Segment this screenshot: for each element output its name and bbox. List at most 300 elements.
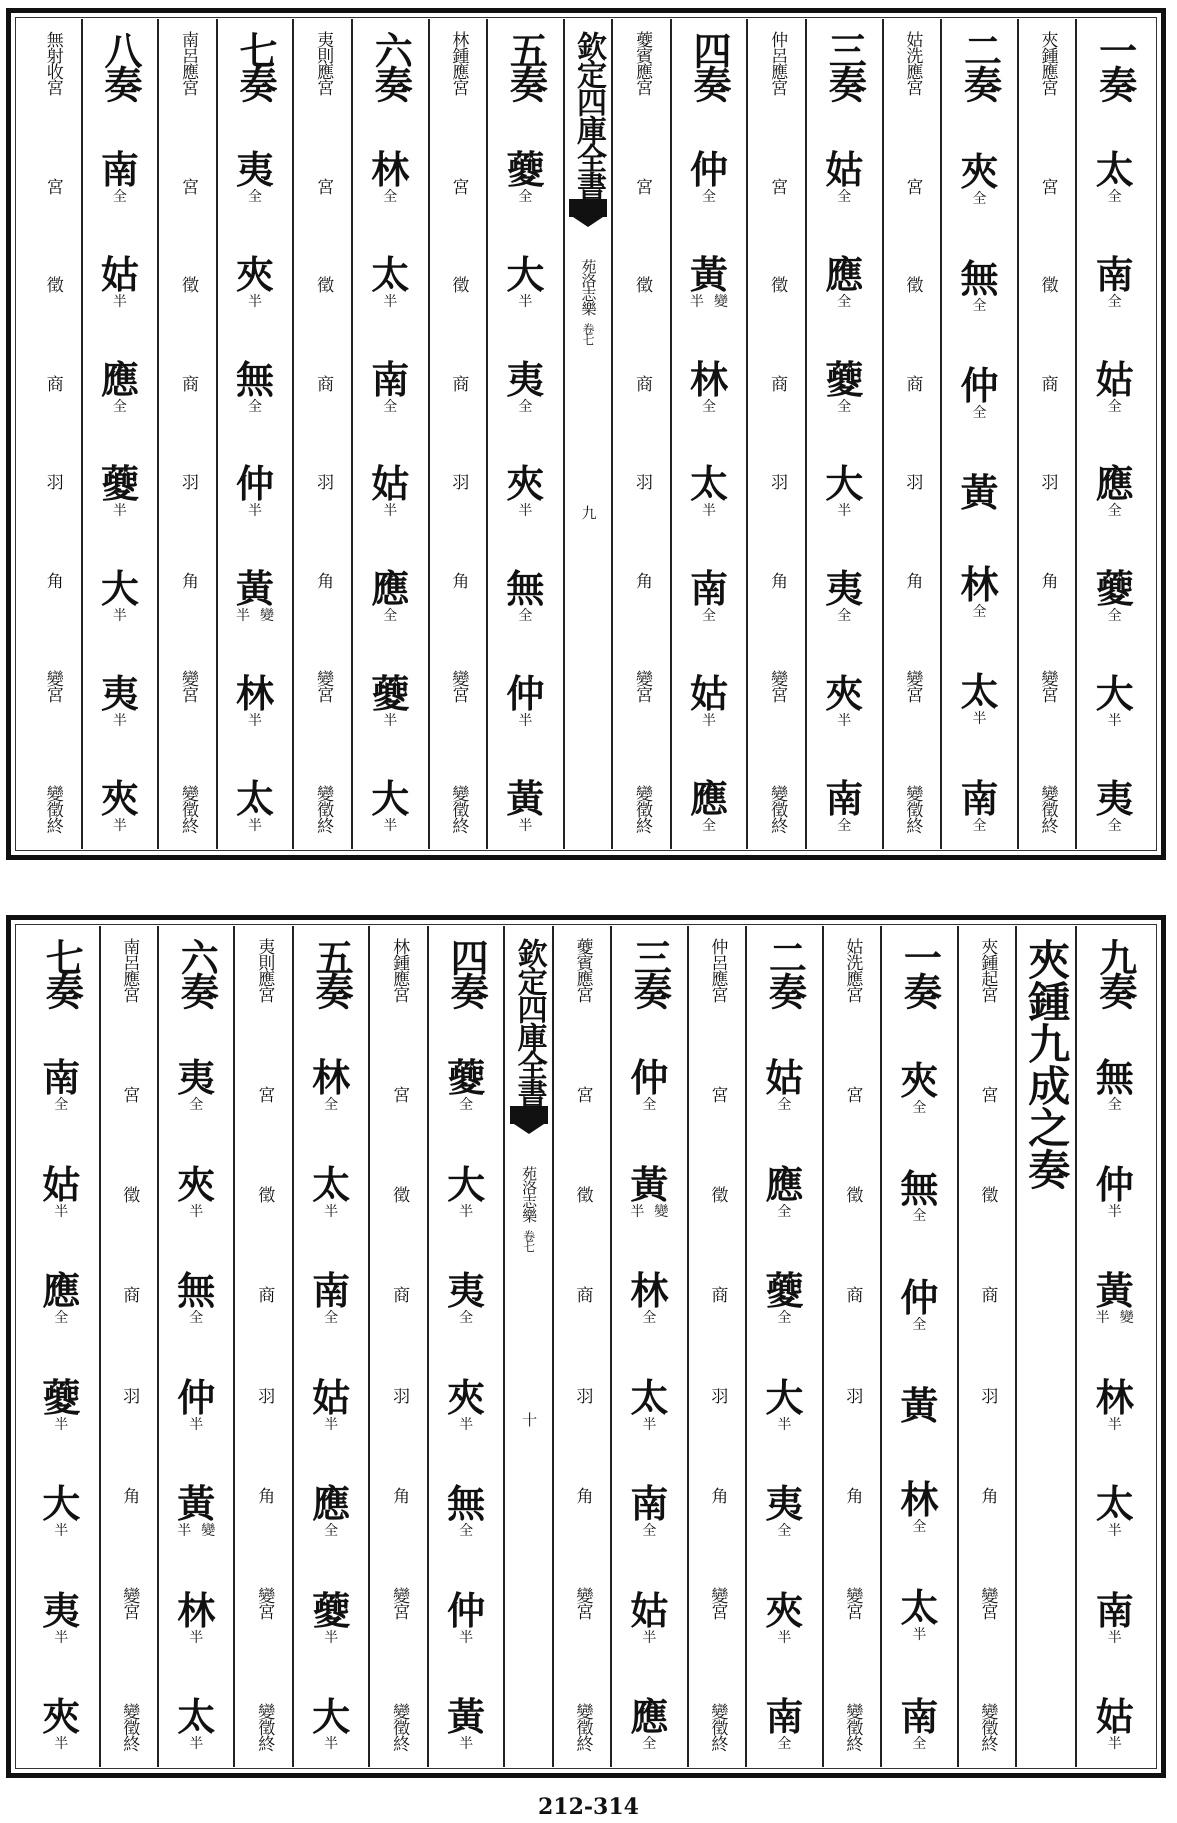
pitch-name: 林 <box>236 671 275 717</box>
pitch-name: 無 <box>177 1268 216 1314</box>
pitch-cell <box>1095 1587 1134 1646</box>
pitch-name: 大 <box>506 251 545 297</box>
pitch-cell <box>630 1161 669 1220</box>
pitch-cell <box>42 1481 81 1540</box>
pitch-mark: 半 <box>702 713 717 730</box>
pitch-cell <box>960 776 999 834</box>
pitch-name: 仲 <box>447 1587 486 1633</box>
pitch-cell <box>100 146 139 205</box>
pitch-cell <box>236 146 275 205</box>
pitch-name: 太 <box>312 1161 351 1207</box>
mode-label: 夾鍾應宮 <box>1037 31 1058 95</box>
pitch-cell <box>765 1693 804 1752</box>
pitch-name: 無 <box>900 1166 939 1212</box>
pitch-name: 仲 <box>690 146 729 192</box>
scale-degree: 變宮 <box>448 670 469 703</box>
pitch-name: 仲 <box>236 461 275 507</box>
pitch-name: 大 <box>1095 671 1134 717</box>
movement-label: 九奏 <box>1092 938 1138 1006</box>
pitch-marks <box>630 1205 668 1219</box>
pitch-name: 林 <box>1095 1374 1134 1420</box>
pitch-mark: 全 <box>777 1735 792 1752</box>
pitch-cell <box>825 566 864 625</box>
pitch-name: 夷 <box>506 356 545 402</box>
pitch-name: 黃 <box>177 1481 216 1527</box>
pitch-cell <box>312 1693 351 1752</box>
mode-column <box>293 31 352 833</box>
scale-degree: 徵 <box>313 276 334 293</box>
movement-label: 四奏 <box>687 31 733 99</box>
pitch-name: 仲 <box>506 671 545 717</box>
pitch-name: 夾 <box>42 1693 81 1739</box>
pitch-cell <box>1095 1374 1134 1433</box>
pitch-mark: 全 <box>383 188 398 205</box>
scale-degree: 羽 <box>977 1386 998 1403</box>
scale-degree: 角 <box>177 571 198 588</box>
pitch-name: 大 <box>371 775 410 821</box>
scale-degree: 變宮 <box>572 1586 593 1619</box>
pitch-name: 林 <box>312 1055 351 1101</box>
mark-half: 半 <box>1095 1310 1110 1327</box>
pitch-cell <box>177 1374 216 1433</box>
pitch-cell <box>236 671 275 730</box>
scale-degree: 變宮 <box>1037 670 1058 703</box>
scale-degree: 角 <box>313 571 334 588</box>
pitch-name: 太 <box>630 1374 669 1420</box>
pitch-cell <box>312 1055 351 1114</box>
center-margin <box>564 31 612 833</box>
pitch-cell <box>371 251 410 310</box>
pitch-mark: 半 <box>459 1735 474 1752</box>
pitch-name: 太 <box>690 461 729 507</box>
pitch-mark: 全 <box>912 1735 927 1752</box>
pitch-mark: 半 <box>383 713 398 730</box>
pitch-name: 南 <box>960 776 999 821</box>
pitch-mark: 半 <box>518 817 533 834</box>
pitch-mark: 全 <box>642 1523 657 1540</box>
movement-label: 五奏 <box>503 31 549 99</box>
mode-column <box>747 31 806 833</box>
scale-degree: 羽 <box>389 1386 410 1403</box>
movement-title <box>762 938 808 1006</box>
pitch-mark: 全 <box>459 1310 474 1327</box>
fish-tail-mark <box>510 1106 548 1136</box>
movement-title <box>897 938 943 1006</box>
performance-column <box>1076 938 1153 1751</box>
pitch-cell <box>177 1161 216 1220</box>
pitch-mark: 全 <box>837 817 852 834</box>
pitch-name: 太 <box>177 1693 216 1739</box>
pitch-name: 黃 <box>960 470 999 515</box>
pitch-mark: 全 <box>324 1097 339 1114</box>
scale-degree: 變宮 <box>177 670 198 703</box>
pitch-cell <box>825 146 864 205</box>
movement-title <box>39 938 85 1006</box>
scale-degree: 變徵終 <box>977 1702 998 1751</box>
pitch-mark: 全 <box>702 398 717 415</box>
movement-title <box>97 31 143 99</box>
scale-degree: 變徵終 <box>42 784 63 833</box>
pitch-name: 姑 <box>100 251 139 297</box>
scale-degree: 徵 <box>119 1186 140 1203</box>
pitch-cell <box>312 1374 351 1433</box>
mode-column <box>234 938 292 1751</box>
pitch-mark: 半 <box>518 293 533 310</box>
pitch-cell <box>1095 1268 1134 1327</box>
mode-label: 䕫賓應宮 <box>631 31 652 95</box>
pitch-name: 夷 <box>447 1268 486 1314</box>
pitch-mark: 全 <box>1107 817 1122 834</box>
pitch-cell <box>960 256 999 314</box>
pitch-name: 仲 <box>1095 1161 1134 1207</box>
pitch-cell <box>312 1161 351 1220</box>
movement-label: 二奏 <box>957 31 1003 99</box>
pitch-mark: 半 <box>777 1629 792 1646</box>
scale-degree: 徵 <box>977 1186 998 1203</box>
movement-title <box>1092 938 1138 1006</box>
scale-degree: 商 <box>631 374 652 391</box>
scale-degree: 宮 <box>448 177 469 194</box>
mode-column <box>612 31 671 833</box>
pitch-name: 姑 <box>825 146 864 192</box>
mode-column <box>823 938 881 1751</box>
scale-degree: 宮 <box>1037 177 1058 194</box>
scale-degree: 角 <box>448 571 469 588</box>
scale-degree: 變徵終 <box>119 1702 140 1751</box>
pitch-cell <box>690 775 729 834</box>
pitch-name: 南 <box>630 1481 669 1527</box>
pitch-name: 林 <box>630 1268 669 1314</box>
pitch-cell <box>765 1055 804 1114</box>
pitch-name: 夷 <box>236 146 275 192</box>
pitch-mark: 全 <box>248 398 263 415</box>
pitch-cell <box>506 671 545 730</box>
pitch-name: 太 <box>371 251 410 297</box>
scale-degree: 羽 <box>119 1386 140 1403</box>
pitch-cell <box>312 1268 351 1327</box>
mode-column <box>158 31 217 833</box>
pitch-cell <box>1095 566 1134 625</box>
movement-label: 七奏 <box>39 938 85 1006</box>
pitch-mark: 全 <box>972 405 987 421</box>
pitch-cell <box>960 669 999 727</box>
scale-degree: 羽 <box>572 1386 593 1403</box>
pitch-cell <box>765 1161 804 1220</box>
pitch-cell <box>506 566 545 625</box>
pitch-mark: 全 <box>1107 608 1122 625</box>
pitch-mark: 半 <box>189 1416 204 1433</box>
pitch-mark: 全 <box>1107 503 1122 520</box>
pitch-name: 䕫 <box>1095 566 1134 612</box>
pitch-mark: 半 <box>1107 713 1122 730</box>
pitch-cell <box>765 1481 804 1540</box>
book-title: 欽定四庫全書 <box>570 31 606 199</box>
scale-degree: 變徵終 <box>572 1702 593 1751</box>
performance-column <box>487 31 564 833</box>
performance-column <box>1076 31 1153 833</box>
pitch-mark: 半 <box>837 503 852 520</box>
pitch-mark: 全 <box>383 398 398 415</box>
scale-degree: 商 <box>177 374 198 391</box>
pitch-cell <box>690 251 729 310</box>
pitch-mark: 全 <box>837 188 852 205</box>
pitch-cell <box>42 1055 81 1114</box>
pitch-name: 太 <box>900 1585 939 1631</box>
pitch-cell <box>690 566 729 625</box>
pitch-mark: 半 <box>189 1203 204 1220</box>
pitch-marks <box>177 1524 215 1538</box>
pitch-cell <box>960 149 999 207</box>
pitch-mark: 全 <box>54 1310 69 1327</box>
pitch-mark: 半 <box>54 1735 69 1752</box>
pitch-mark: 半 <box>248 713 263 730</box>
pitch-cell <box>177 1693 216 1752</box>
pitch-cell <box>100 356 139 415</box>
page-number: 十 <box>520 1412 539 1426</box>
pitch-marks <box>690 295 728 309</box>
pitch-name: 應 <box>312 1481 351 1527</box>
pitch-cell <box>690 146 729 205</box>
pitch-mark: 全 <box>112 188 127 205</box>
pitch-mark: 全 <box>972 191 987 207</box>
mode-label: 南呂應宮 <box>177 31 198 95</box>
pitch-cell <box>690 461 729 520</box>
pitch-name: 應 <box>630 1693 669 1739</box>
pitch-mark: 半 <box>112 608 127 625</box>
pitch-name: 無 <box>960 256 999 301</box>
pitch-mark: 全 <box>777 1310 792 1327</box>
fish-tail-mark <box>569 199 607 229</box>
pitch-cell <box>690 356 729 415</box>
pitch-mark: 全 <box>1107 293 1122 310</box>
pitch-name: 太 <box>1095 1481 1134 1527</box>
scale-degree: 變徵終 <box>448 784 469 833</box>
mark-variant: 變 <box>1119 1310 1134 1327</box>
scale-degree: 宮 <box>977 1086 998 1103</box>
pitch-name: 䕫 <box>371 671 410 717</box>
pitch-mark: 半 <box>459 1629 474 1646</box>
pitch-cell <box>42 1587 81 1646</box>
pitch-cell <box>42 1693 81 1752</box>
scale-degree: 變宮 <box>767 670 788 703</box>
mark-variant: 變 <box>714 293 729 310</box>
performance-column <box>23 938 100 1751</box>
scale-degree: 羽 <box>631 473 652 490</box>
scale-degree: 變徵終 <box>707 1702 728 1751</box>
mode-label: 姑洗應宮 <box>842 938 863 1002</box>
scale-degree: 角 <box>977 1486 998 1503</box>
pitch-cell <box>1095 356 1134 415</box>
pitch-name: 南 <box>371 356 410 402</box>
movement-title <box>822 31 868 99</box>
pitch-name: 林 <box>960 562 999 607</box>
pitch-mark: 半 <box>702 503 717 520</box>
pitch-mark: 全 <box>1107 398 1122 415</box>
pitch-cell <box>506 251 545 310</box>
pitch-mark: 半 <box>324 1629 339 1646</box>
scale-degree: 商 <box>902 374 923 391</box>
pitch-mark: 全 <box>972 818 987 834</box>
scale-degree: 變宮 <box>119 1586 140 1619</box>
pitch-mark: 半 <box>112 817 127 834</box>
top-page <box>6 8 1166 860</box>
pitch-cell <box>960 562 999 620</box>
scale-degree: 宮 <box>707 1086 728 1103</box>
pitch-name: 黃 <box>236 566 275 612</box>
scale-degree: 變宮 <box>902 670 923 703</box>
pitch-cell <box>100 251 139 310</box>
movement-title <box>444 938 490 1006</box>
pitch-name: 南 <box>1095 1587 1134 1633</box>
pitch-name: 仲 <box>960 363 999 408</box>
mark-variant: 變 <box>260 608 275 625</box>
scale-degree: 角 <box>254 1486 275 1503</box>
scale-degree: 變宮 <box>631 670 652 703</box>
pitch-name: 無 <box>236 356 275 402</box>
scale-degree: 變徵終 <box>902 784 923 833</box>
pitch-name: 大 <box>825 461 864 507</box>
pitch-name: 夾 <box>506 461 545 507</box>
pitch-name: 夾 <box>960 149 999 194</box>
movement-title <box>627 938 673 1006</box>
pitch-mark: 半 <box>54 1523 69 1540</box>
pitch-cell <box>506 146 545 205</box>
pitch-mark: 全 <box>972 604 987 620</box>
mode-label: 無射收宮 <box>42 31 63 95</box>
pitch-cell <box>236 251 275 310</box>
scale-degree: 變徵終 <box>767 784 788 833</box>
pitch-cell <box>1095 1693 1134 1752</box>
pitch-cell <box>506 775 545 834</box>
pitch-cell <box>825 775 864 834</box>
pitch-cell <box>900 1057 939 1116</box>
pitch-mark: 全 <box>189 1310 204 1327</box>
pitch-mark: 半 <box>642 1416 657 1433</box>
scale-degree: 徵 <box>254 1186 275 1203</box>
scale-degree: 角 <box>1037 571 1058 588</box>
pitch-mark: 半 <box>383 293 398 310</box>
pitch-cell <box>100 671 139 730</box>
pitch-mark: 全 <box>702 608 717 625</box>
pitch-name: 夾 <box>177 1161 216 1207</box>
section-subtitle-text: 夾鍾九成之奏 <box>1022 938 1072 1190</box>
mode-column <box>100 938 158 1751</box>
section-subtitle <box>1016 938 1076 1751</box>
mode-column <box>369 938 427 1751</box>
performance-column <box>158 938 235 1751</box>
scale-degree: 宮 <box>389 1086 410 1103</box>
pitch-mark: 半 <box>189 1735 204 1752</box>
pitch-name: 姑 <box>1095 356 1134 402</box>
pitch-name: 姑 <box>312 1374 351 1420</box>
performance-column <box>611 938 688 1751</box>
pitch-cell <box>42 1268 81 1327</box>
scale-degree: 徵 <box>631 276 652 293</box>
pitch-name: 南 <box>42 1055 81 1101</box>
pitch-name: 仲 <box>177 1374 216 1420</box>
pitch-cell <box>1095 775 1134 834</box>
movement-label: 八奏 <box>97 31 143 99</box>
pitch-cell <box>447 1587 486 1646</box>
pitch-mark: 半 <box>112 713 127 730</box>
pitch-cell <box>900 1476 939 1535</box>
pitch-cell <box>447 1693 486 1752</box>
pitch-mark: 全 <box>777 1097 792 1114</box>
pitch-name: 䕫 <box>825 356 864 402</box>
performance-column <box>82 31 159 833</box>
pitch-name: 南 <box>100 146 139 192</box>
pitch-mark: 半 <box>324 1416 339 1433</box>
pitch-name: 應 <box>42 1268 81 1314</box>
scale-degree: 宮 <box>902 177 923 194</box>
pitch-mark: 半 <box>248 293 263 310</box>
pitch-name: 林 <box>177 1587 216 1633</box>
scale-degree: 宮 <box>42 177 63 194</box>
pitch-name: 黃 <box>690 251 729 297</box>
pitch-name: 黃 <box>630 1161 669 1207</box>
pitch-mark: 半 <box>189 1629 204 1646</box>
pitch-mark: 半 <box>54 1416 69 1433</box>
pitch-cell <box>825 356 864 415</box>
scale-degree: 商 <box>977 1286 998 1303</box>
pitch-cell <box>447 1161 486 1220</box>
scale-degree: 變徵終 <box>177 784 198 833</box>
pitch-cell <box>100 566 139 625</box>
pitch-cell <box>371 356 410 415</box>
pitch-mark: 全 <box>837 293 852 310</box>
mode-column <box>23 31 82 833</box>
pitch-cell <box>630 1374 669 1433</box>
pitch-name: 夷 <box>100 671 139 717</box>
pitch-mark: 半 <box>459 1203 474 1220</box>
pitch-cell <box>900 1274 939 1333</box>
pitch-mark: 全 <box>912 1316 927 1333</box>
pitch-cell <box>630 1268 669 1327</box>
scale-degree: 商 <box>707 1286 728 1303</box>
movement-label: 七奏 <box>233 31 279 99</box>
book-title: 欽定四庫全書 <box>511 938 547 1106</box>
pitch-cell <box>447 1374 486 1433</box>
pitch-mark: 全 <box>518 398 533 415</box>
scale-degree: 宮 <box>572 1086 593 1103</box>
pitch-cell <box>900 1585 939 1644</box>
movement-title <box>174 938 220 1006</box>
pitch-mark: 全 <box>324 1523 339 1540</box>
pitch-name: 夷 <box>765 1481 804 1527</box>
pitch-name: 䕫 <box>42 1374 81 1420</box>
scale-degree: 徵 <box>767 276 788 293</box>
performance-column <box>881 938 958 1751</box>
pitch-name: 姑 <box>630 1587 669 1633</box>
scale-degree: 宮 <box>767 177 788 194</box>
pitch-cell <box>506 461 545 520</box>
mark-half: 半 <box>236 608 251 625</box>
mark-half: 半 <box>177 1523 192 1540</box>
pitch-name: 仲 <box>630 1055 669 1101</box>
performance-column <box>293 938 370 1751</box>
scale-degree: 宮 <box>631 177 652 194</box>
scale-degree: 角 <box>119 1486 140 1503</box>
page-footer: 212-314 <box>538 1794 639 1820</box>
scale-degree: 羽 <box>313 473 334 490</box>
mode-column <box>958 938 1016 1751</box>
pitch-cell <box>960 470 999 515</box>
pitch-cell <box>236 461 275 520</box>
scale-degree: 商 <box>389 1286 410 1303</box>
pitch-cell <box>1095 1055 1134 1114</box>
scale-degree: 徵 <box>842 1186 863 1203</box>
pitch-cell <box>1095 146 1134 205</box>
